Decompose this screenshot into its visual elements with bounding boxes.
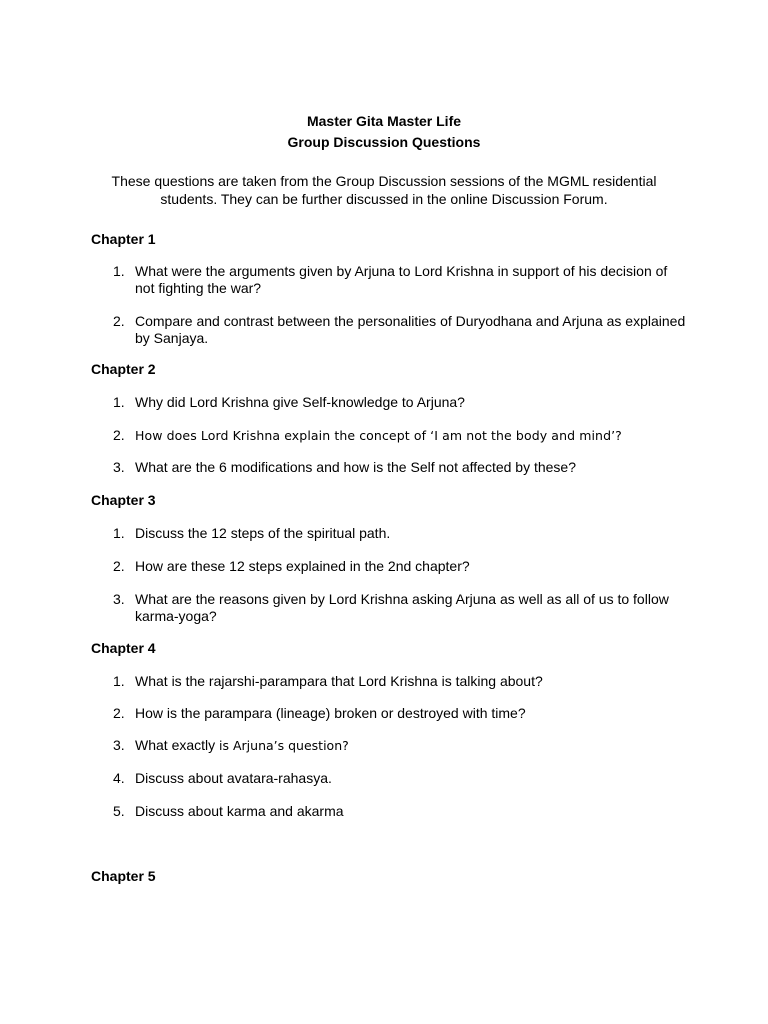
question-number: 1. <box>113 263 125 279</box>
question-text: What were the arguments given by Arjuna to Lord Krishna in support of his decision of not fighting the war? <box>135 263 668 296</box>
question-text: How is the parampara (lineage) broken or destroyed with time? <box>135 705 526 721</box>
question-number: 2. <box>113 705 125 721</box>
question-item <box>113 263 688 297</box>
chapter-heading: Chapter 2 <box>91 361 156 377</box>
chapter-heading: Chapter 4 <box>91 640 156 656</box>
question-item <box>113 525 688 542</box>
chapter-heading: Chapter 1 <box>91 231 156 247</box>
intro-paragraph: These questions are taken from the Group Discussion sessions of the MGML residential students. They can be further discussed in the online Discussion Forum. <box>111 173 657 207</box>
question-number: 5. <box>113 803 125 819</box>
question-item <box>113 803 688 820</box>
question-number: 3. <box>113 737 125 753</box>
question-text: Discuss about avatara-rahasya. <box>135 770 332 786</box>
question-item <box>113 459 688 476</box>
question-text: What is the rajarshi-parampara that Lord Krishna is talking about? <box>135 673 543 689</box>
question-item <box>113 394 688 411</box>
question-text <box>135 737 688 754</box>
question-number: 1. <box>113 525 125 541</box>
question-text: How are these 12 steps explained in the 2nd chapter? <box>135 558 470 574</box>
question-number: 1. <box>113 673 125 689</box>
question-text: How does Lord Krishna explain the concept of ‘I am not the body and mind’? <box>135 428 622 443</box>
question-number: 2. <box>113 313 125 329</box>
question-item <box>113 673 688 690</box>
question-number: 2. <box>113 558 125 574</box>
question-item <box>113 313 688 347</box>
question-item <box>113 558 688 575</box>
question-text: What are the reasons given by Lord Krishna asking Arjuna as well as all of us to follow karma-yoga? <box>135 591 669 624</box>
question-number: 3. <box>113 459 125 475</box>
chapter-heading: Chapter 5 <box>91 868 156 884</box>
question-number: 4. <box>113 770 125 786</box>
question-number: 1. <box>113 394 125 410</box>
question-item <box>113 770 688 787</box>
question-text: Discuss about karma and akarma <box>135 803 344 819</box>
question-item <box>113 705 688 722</box>
question-text-part: is Arjuna’s question? <box>219 738 349 753</box>
document-subtitle: Group Discussion Questions <box>287 134 481 150</box>
document-title: Master Gita Master Life <box>306 113 462 129</box>
question-text: Compare and contrast between the personalities of Duryodhana and Arjuna as explained by Sanjaya. <box>135 313 686 346</box>
question-item <box>113 427 688 444</box>
question-item <box>113 591 688 625</box>
question-text: Why did Lord Krishna give Self-knowledge to Arjuna? <box>135 394 465 410</box>
question-number: 2. <box>113 427 125 443</box>
question-text: What are the 6 modifications and how is the Self not affected by these? <box>135 459 577 475</box>
question-number: 3. <box>113 591 125 607</box>
question-item <box>113 737 688 754</box>
chapter-heading: Chapter 3 <box>91 492 156 508</box>
question-text-part: What exactly <box>135 737 220 753</box>
question-text: Discuss the 12 steps of the spiritual path. <box>135 525 391 541</box>
